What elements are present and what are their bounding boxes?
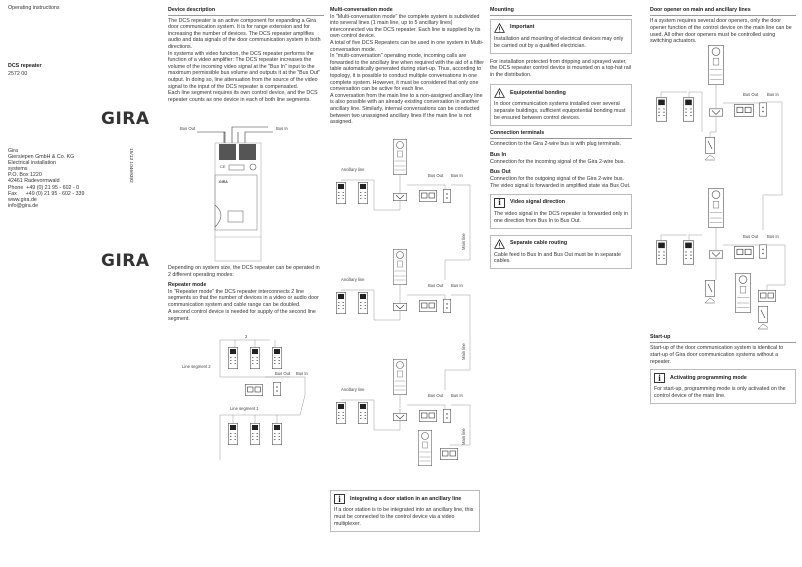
ancillary-line-label: Ancillary line — [341, 167, 365, 172]
paragraph: Depending on system size, the DCS repeater can be operated in 2 different operating modes: — [168, 265, 320, 278]
section-heading: Mounting — [490, 7, 632, 16]
paragraph: A total of five DCS Repeaters can be used in one system in Multi-conversation mode. — [330, 39, 484, 53]
ancillary-line-label: Ancillary line — [341, 387, 365, 392]
section-heading: Door opener on main and ancillary lines — [650, 7, 796, 16]
warning-box-title: Equipotential bonding — [510, 89, 566, 96]
diagram-block-3 — [336, 359, 470, 465]
repeater-mode-diagram — [165, 335, 330, 463]
document-type: Operating instructions — [8, 5, 60, 11]
warning-icon — [494, 88, 505, 98]
main-line-label: Main line — [461, 428, 466, 445]
device-brand-label: GIRA — [219, 180, 228, 184]
bus-out-label: Bus Out — [428, 393, 444, 398]
svg-text:CE: CE — [220, 164, 226, 169]
main-line-label: Main line — [461, 233, 466, 250]
document-code: 15/13 10469392 — [127, 148, 133, 183]
paragraph: In "multi-conversation" operating mode, incoming calls are forwarded to the ancillary line when required with the aid of a filter table automatically generated during start-up. Thus, according to topology, it is possible to conduct multiple conversations in one complete system. However, it must be considered that only one conversation can be active for each line. — [330, 53, 484, 93]
warning-box-cable — [490, 235, 632, 270]
paragraph: A second control device is needed for supply of the second line segment. — [168, 309, 316, 322]
subheading: Bus In — [490, 151, 507, 158]
article-number: 2572 00 — [8, 71, 28, 77]
section-heading: Device description — [168, 7, 324, 16]
warning-box-text: Cable feed to Bus In and Bus Out must be in separate cables. — [494, 251, 621, 265]
warning-box-important — [490, 19, 632, 54]
paragraph: Connection to the Gira 2-wire bus is with plug terminals. — [490, 140, 622, 147]
info-box-text: The video signal in the DCS repeater is forwarded only in one direction from Bus In to Bus Out. — [494, 210, 628, 224]
info-box-programming — [650, 369, 796, 404]
bus-out-label: Bus Out — [275, 371, 291, 376]
address-line: 42461 Radevormwald — [8, 178, 60, 185]
address-line: Phone +49 (0) 21 95 - 602 - 0 — [8, 184, 80, 191]
subheading: Repeater mode — [168, 281, 207, 288]
info-box-video — [490, 194, 632, 229]
bus-in-label: Bus In — [451, 393, 463, 398]
paragraph: The DCS repeater is an active component for expanding a Gira door communication system. It is for range extension and for increasing the number of devices. The DCS repeater amplifies audio and data signals of the door communication system in both directions. — [168, 17, 321, 50]
warning-icon — [494, 239, 505, 249]
info-icon: i — [654, 373, 665, 383]
paragraph: If a system requires several door openers, only the door opener function of the control device on the main line can be used. All other door openers must be controlled using switching actuators. — [650, 17, 792, 45]
info-icon: i — [494, 198, 505, 208]
product-name: DCS repeater — [8, 63, 42, 69]
address-line: P.O. Box 1220 — [8, 172, 42, 179]
paragraph: In "Repeater mode" the DCS repeater interconnects 2 line segments so that the number of devices in a video or audio door communication system and cable range can be doubled. — [168, 288, 319, 309]
info-icon: i — [334, 494, 345, 504]
bus-out-label: Bus Out — [743, 234, 759, 239]
startup-section — [650, 334, 796, 404]
warning-box-title: Separate cable routing — [510, 240, 568, 247]
address-line: Gira — [8, 148, 19, 154]
info-box-text: For start-up, programming mode is only activated on the control device of the main line. — [654, 386, 786, 400]
bus-in-label: Bus In — [451, 173, 463, 178]
bus-in-label: Bus In — [296, 371, 308, 376]
line-segment-1-label: Line segment 1 — [230, 406, 259, 411]
device-illustration — [165, 115, 330, 265]
address-block — [8, 148, 84, 209]
connection-terminals-section — [490, 130, 632, 269]
warning-icon — [494, 23, 505, 33]
subheading: Bus Out — [490, 169, 511, 176]
warning-box-text: In door communication systems installed over several separate buildings, sufficient equipotential bonding must be ensured between control devices. — [494, 101, 626, 121]
paragraph: Connection for the incoming signal of the Gira 2-wire bus. — [490, 158, 625, 165]
bus-in-label: Bus In — [767, 92, 779, 97]
warning-box-title: Important — [510, 24, 535, 31]
door-opener-diagram — [645, 40, 802, 330]
bus-out-label: Bus Out — [428, 283, 444, 288]
bus-out-label: Bus Out — [743, 92, 759, 97]
address-line: systems — [8, 166, 28, 173]
website-link[interactable]: www.gira.de — [8, 196, 37, 203]
bus-in-label: Bus In — [451, 283, 463, 288]
multi-conversation-section — [330, 7, 484, 126]
bus-in-label: Bus In — [767, 234, 779, 239]
paragraph: Connection for the outgoing signal of the Gira 2-wire bus. The video signal is forwarded in amplified state via Bus Out. — [490, 176, 631, 190]
info-box-door-station — [330, 490, 480, 532]
paragraph: In "Multi-conversation mode" the complete system is subdivided into several lines (1 main line, up to 5 ancillary lines) interconnected via the DCS repeater. Each line is supplied by its own control device. — [330, 13, 481, 40]
warning-box-equipotential — [490, 84, 632, 126]
device-description-section — [168, 7, 324, 103]
address-line: Fax +49 (0) 21 95 - 602 - 339 — [8, 190, 85, 197]
gira-logo-bottom: GIRA — [101, 251, 150, 271]
address-line: Giersiepen GmbH & Co. KG — [8, 154, 75, 161]
info-box-text: If a door station is to be integrated into an ancillary line, this must be connected to the control device via a video multiplexer. — [334, 507, 474, 527]
multi-conversation-diagram — [325, 135, 490, 480]
info-box-title: Activating programming mode — [670, 374, 747, 381]
paragraph: A conversation from the main line to a non-assigned ancillary line is also possible with an already existing conversation in another ancillary line. Similarly, internal conversations can be conducted between two unassigned ancillary lines if the main line is not assigned. — [330, 92, 483, 126]
wire-count-label: 2 — [245, 335, 248, 339]
bus-out-label: Bus Out — [428, 173, 444, 178]
ancillary-line-label: Ancillary line — [341, 277, 365, 282]
paragraph: Each line segment requires its own control device, and the DCS repeater counts as one device in each of both line segments. — [168, 90, 318, 103]
info-box-title: Integrating a door station in an ancillary line — [350, 495, 462, 502]
line-segment-2-label: Line segment 2 — [182, 364, 211, 369]
bus-in-label: Bus In — [276, 126, 288, 131]
warning-box-text: Installation and mounting of electrical devices may only be carried out by a qualified electrician. — [494, 35, 624, 49]
repeater-mode-section — [168, 265, 320, 323]
mounting-section — [490, 7, 632, 126]
section-heading: Multi-conversation mode — [330, 7, 393, 13]
paragraph: For installation protected from dripping and sprayed water, the DCS repeater control device is mounted on a top-hat rail in the distribution. — [490, 58, 632, 79]
main-line-label: Main line — [461, 343, 466, 360]
address-line: Electrical installation — [8, 160, 56, 167]
gira-logo: GIRA — [101, 109, 150, 129]
bus-out-label: Bus Out — [180, 126, 196, 131]
paragraph: In systems with video function, the DCS repeater performs the function of a video amplifier: The DCS repeater increases the volume of the incoming video signal at the "Bus In" input to the maximum permissible bus volume and outputs it at the "Bus Out" output. In doing so, line attenuation from the source of the video signal to the input of the DCS repeater is compensated. — [168, 50, 321, 90]
paragraph: Start-up of the door communication system is identical to start-up of Gira door communication systems without a repeater. — [650, 344, 784, 365]
section-heading: Connection terminals — [490, 130, 632, 139]
info-box-title: Video signal direction — [510, 199, 565, 206]
email-link[interactable]: info@gira.de — [8, 202, 39, 209]
section-heading: Start-up — [650, 334, 796, 343]
